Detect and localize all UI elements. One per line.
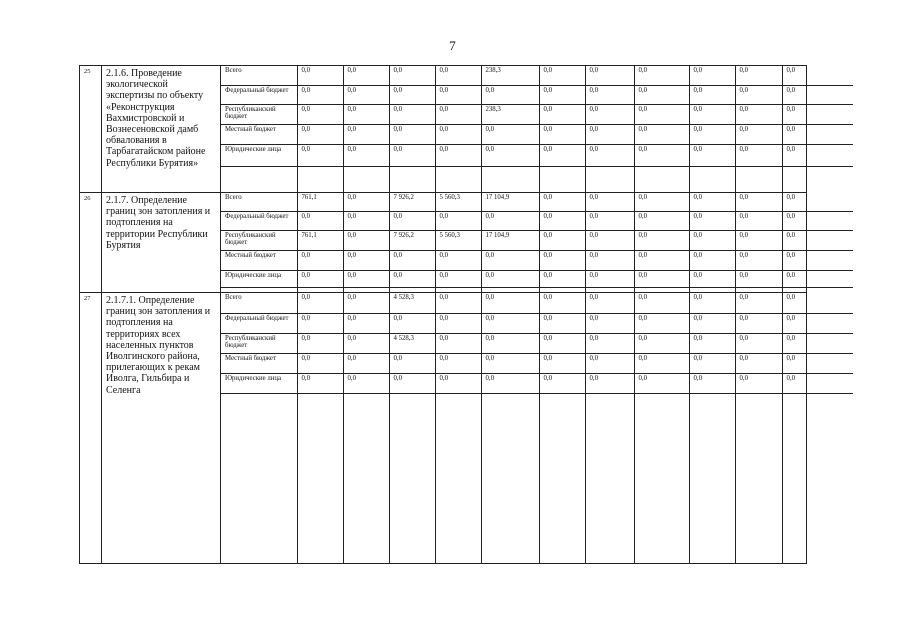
funding-cell — [221, 66, 807, 193]
measure-title: 2.1.6. Проведение экологической экспертизы по объекту «Реконструкция Вахмистровской и Вознесеновской дамб обвалования в Тарбагатайском районе Республики Бурятия» — [102, 66, 221, 193]
amount-cell: 0,0 — [735, 270, 782, 287]
amount-cell: 0,0 — [735, 66, 782, 85]
empty-cell — [389, 393, 435, 563]
amount-cell: 0,0 — [735, 124, 782, 144]
empty-cell — [297, 287, 343, 292]
empty-cell — [539, 166, 585, 192]
filler-row — [221, 393, 853, 563]
amount-cell: 0,0 — [389, 353, 435, 373]
row-number: 25 — [80, 66, 102, 193]
funding-source-label: Местный бюджет — [221, 124, 297, 144]
amount-cell: 0,0 — [782, 85, 853, 104]
amount-cell: 0,0 — [634, 333, 689, 353]
empty-cell — [297, 166, 343, 192]
funding-row — [221, 211, 853, 230]
amount-cell: 0,0 — [735, 313, 782, 333]
funding-row — [221, 124, 853, 144]
amount-cell: 0,0 — [539, 333, 585, 353]
amount-cell: 0,0 — [297, 211, 343, 230]
amount-cell: 0,0 — [297, 144, 343, 166]
amount-cell: 0,0 — [735, 193, 782, 211]
amount-cell: 0,0 — [481, 333, 539, 353]
amount-cell: 0,0 — [435, 270, 481, 287]
empty-cell — [343, 393, 389, 563]
empty-cell — [735, 393, 782, 563]
empty-cell — [297, 393, 343, 563]
empty-cell — [221, 166, 297, 192]
amount-cell: 0,0 — [343, 270, 389, 287]
amount-cell: 0,0 — [634, 66, 689, 85]
funding-row — [221, 66, 853, 85]
funding-row — [221, 85, 853, 104]
amount-cell: 0,0 — [689, 230, 735, 250]
amount-cell: 0,0 — [435, 373, 481, 393]
amount-cell: 0,0 — [735, 85, 782, 104]
amount-cell: 0,0 — [539, 144, 585, 166]
amount-cell: 0,0 — [389, 250, 435, 270]
funding-source-label: Всего — [221, 66, 297, 85]
amount-cell: 0,0 — [389, 104, 435, 124]
amount-cell: 0,0 — [585, 124, 634, 144]
measure-title: 2.1.7.1. Определение границ зон затопления и подтопления на территориях всех населенных пунктов Иволгинского района, прилегающих к рекам Иволга, Гильбира и Селенга — [102, 293, 221, 564]
empty-cell — [539, 287, 585, 292]
empty-cell — [585, 166, 634, 192]
empty-cell — [481, 393, 539, 563]
amount-cell: 0,0 — [735, 373, 782, 393]
funding-source-label: Республиканский бюджет — [221, 104, 297, 124]
amount-cell: 0,0 — [735, 144, 782, 166]
amount-cell: 0,0 — [297, 353, 343, 373]
empty-cell — [634, 287, 689, 292]
amount-cell: 0,0 — [585, 211, 634, 230]
amount-cell: 0,0 — [634, 250, 689, 270]
amount-cell: 0,0 — [389, 85, 435, 104]
amount-cell: 0,0 — [481, 211, 539, 230]
filler-row — [221, 166, 853, 192]
amount-cell: 0,0 — [435, 104, 481, 124]
funding-subtable — [221, 66, 853, 192]
funding-row — [221, 353, 853, 373]
table-row — [80, 293, 807, 564]
funding-row — [221, 193, 853, 211]
amount-cell: 0,0 — [297, 85, 343, 104]
amount-cell: 0,0 — [297, 250, 343, 270]
amount-cell: 0,0 — [585, 193, 634, 211]
page-number: 7 — [449, 38, 456, 53]
amount-cell: 0,0 — [782, 104, 853, 124]
amount-cell: 761,1 — [297, 230, 343, 250]
funding-source-label: Юридические лица — [221, 144, 297, 166]
amount-cell: 0,0 — [389, 66, 435, 85]
funding-row — [221, 270, 853, 287]
amount-cell: 0,0 — [689, 85, 735, 104]
amount-cell: 0,0 — [435, 85, 481, 104]
funding-source-label: Республиканский бюджет — [221, 230, 297, 250]
amount-cell: 0,0 — [389, 211, 435, 230]
amount-cell: 0,0 — [343, 124, 389, 144]
funding-source-label: Федеральный бюджет — [221, 313, 297, 333]
amount-cell: 4 528,3 — [389, 333, 435, 353]
amount-cell: 0,0 — [297, 313, 343, 333]
amount-cell: 0,0 — [539, 230, 585, 250]
empty-cell — [782, 166, 853, 192]
empty-cell — [689, 166, 735, 192]
amount-cell: 0,0 — [297, 293, 343, 313]
amount-cell: 0,0 — [782, 66, 853, 85]
empty-cell — [435, 287, 481, 292]
amount-cell: 0,0 — [689, 211, 735, 230]
funding-source-label: Федеральный бюджет — [221, 85, 297, 104]
amount-cell: 0,0 — [481, 85, 539, 104]
amount-cell: 0,0 — [539, 293, 585, 313]
empty-cell — [634, 166, 689, 192]
amount-cell: 0,0 — [435, 250, 481, 270]
empty-cell — [343, 166, 389, 192]
amount-cell: 0,0 — [539, 193, 585, 211]
amount-cell: 0,0 — [585, 333, 634, 353]
empty-cell — [689, 393, 735, 563]
amount-cell: 0,0 — [481, 124, 539, 144]
amount-cell: 0,0 — [343, 230, 389, 250]
amount-cell: 0,0 — [782, 333, 853, 353]
amount-cell: 0,0 — [634, 193, 689, 211]
amount-cell: 0,0 — [389, 270, 435, 287]
amount-cell: 0,0 — [297, 373, 343, 393]
empty-cell — [735, 287, 782, 292]
funding-source-label: Республиканский бюджет — [221, 333, 297, 353]
amount-cell: 0,0 — [634, 211, 689, 230]
amount-cell: 0,0 — [343, 104, 389, 124]
empty-cell — [634, 393, 689, 563]
amount-cell: 0,0 — [481, 270, 539, 287]
amount-cell: 0,0 — [539, 270, 585, 287]
empty-cell — [221, 393, 297, 563]
amount-cell: 17 104,9 — [481, 230, 539, 250]
empty-cell — [389, 166, 435, 192]
amount-cell: 0,0 — [782, 144, 853, 166]
funding-source-label: Местный бюджет — [221, 353, 297, 373]
amount-cell: 0,0 — [481, 353, 539, 373]
funding-subtable — [221, 193, 853, 292]
amount-cell: 0,0 — [585, 313, 634, 333]
amount-cell: 0,0 — [689, 250, 735, 270]
amount-cell: 0,0 — [435, 353, 481, 373]
amount-cell: 0,0 — [343, 144, 389, 166]
amount-cell: 0,0 — [782, 230, 853, 250]
amount-cell: 0,0 — [634, 313, 689, 333]
amount-cell: 0,0 — [634, 104, 689, 124]
empty-cell — [221, 287, 297, 292]
amount-cell: 0,0 — [343, 85, 389, 104]
amount-cell: 0,0 — [782, 373, 853, 393]
funding-row — [221, 250, 853, 270]
funding-source-label: Юридические лица — [221, 270, 297, 287]
amount-cell: 0,0 — [689, 124, 735, 144]
empty-cell — [481, 166, 539, 192]
amount-cell: 0,0 — [782, 124, 853, 144]
amount-cell: 0,0 — [585, 250, 634, 270]
amount-cell: 0,0 — [689, 333, 735, 353]
row-number: 26 — [80, 193, 102, 293]
funding-row — [221, 313, 853, 333]
amount-cell: 0,0 — [585, 270, 634, 287]
amount-cell: 0,0 — [539, 313, 585, 333]
empty-cell — [389, 287, 435, 292]
amount-cell: 7 926,2 — [389, 193, 435, 211]
amount-cell: 0,0 — [343, 373, 389, 393]
amount-cell: 0,0 — [481, 313, 539, 333]
amount-cell: 0,0 — [782, 293, 853, 313]
amount-cell: 0,0 — [539, 124, 585, 144]
empty-cell — [782, 393, 853, 563]
amount-cell: 0,0 — [539, 250, 585, 270]
amount-cell: 0,0 — [585, 373, 634, 393]
amount-cell: 0,0 — [343, 66, 389, 85]
empty-cell — [435, 393, 481, 563]
empty-cell — [735, 166, 782, 192]
filler-row — [221, 287, 853, 292]
amount-cell: 0,0 — [735, 211, 782, 230]
funding-subtable — [221, 293, 853, 563]
empty-cell — [585, 287, 634, 292]
amount-cell: 0,0 — [435, 333, 481, 353]
amount-cell: 0,0 — [634, 124, 689, 144]
amount-cell: 0,0 — [343, 293, 389, 313]
amount-cell: 0,0 — [585, 104, 634, 124]
empty-cell — [585, 393, 634, 563]
amount-cell: 0,0 — [389, 144, 435, 166]
funding-source-label: Федеральный бюджет — [221, 211, 297, 230]
amount-cell: 0,0 — [343, 250, 389, 270]
amount-cell: 0,0 — [343, 211, 389, 230]
amount-cell: 0,0 — [689, 104, 735, 124]
amount-cell: 0,0 — [481, 250, 539, 270]
amount-cell: 0,0 — [389, 313, 435, 333]
budget-table — [79, 65, 807, 564]
funding-cell — [221, 293, 807, 564]
amount-cell: 0,0 — [735, 250, 782, 270]
empty-cell — [481, 287, 539, 292]
amount-cell: 0,0 — [689, 313, 735, 333]
amount-cell: 0,0 — [389, 373, 435, 393]
amount-cell: 0,0 — [343, 313, 389, 333]
table-row — [80, 193, 807, 293]
empty-cell — [782, 287, 853, 292]
amount-cell: 0,0 — [689, 193, 735, 211]
amount-cell: 0,0 — [782, 353, 853, 373]
amount-cell: 0,0 — [585, 66, 634, 85]
amount-cell: 0,0 — [481, 373, 539, 393]
amount-cell: 0,0 — [585, 353, 634, 373]
amount-cell: 0,0 — [782, 313, 853, 333]
amount-cell: 0,0 — [481, 293, 539, 313]
budget-table-body — [80, 66, 807, 564]
amount-cell: 0,0 — [585, 85, 634, 104]
amount-cell: 0,0 — [634, 230, 689, 250]
amount-cell: 0,0 — [539, 85, 585, 104]
amount-cell: 0,0 — [343, 333, 389, 353]
amount-cell: 0,0 — [539, 66, 585, 85]
amount-cell: 0,0 — [689, 373, 735, 393]
amount-cell: 5 560,3 — [435, 193, 481, 211]
amount-cell: 0,0 — [782, 270, 853, 287]
amount-cell: 0,0 — [435, 293, 481, 313]
amount-cell: 0,0 — [539, 353, 585, 373]
amount-cell: 5 560,3 — [435, 230, 481, 250]
funding-row — [221, 230, 853, 250]
amount-cell: 4 528,3 — [389, 293, 435, 313]
table-row — [80, 66, 807, 193]
amount-cell: 0,0 — [634, 373, 689, 393]
amount-cell: 0,0 — [297, 333, 343, 353]
amount-cell: 0,0 — [343, 193, 389, 211]
amount-cell: 7 926,2 — [389, 230, 435, 250]
amount-cell: 0,0 — [689, 293, 735, 313]
measure-title: 2.1.7. Определение границ зон затопления и подтопления на территории Республики Бурятия — [102, 193, 221, 293]
amount-cell: 0,0 — [782, 193, 853, 211]
amount-cell: 0,0 — [435, 124, 481, 144]
amount-cell: 0,0 — [689, 353, 735, 373]
amount-cell: 0,0 — [539, 104, 585, 124]
amount-cell: 761,1 — [297, 193, 343, 211]
amount-cell: 0,0 — [735, 293, 782, 313]
amount-cell: 0,0 — [481, 144, 539, 166]
amount-cell: 0,0 — [689, 66, 735, 85]
amount-cell: 238,3 — [481, 104, 539, 124]
amount-cell: 0,0 — [634, 270, 689, 287]
funding-cell — [221, 193, 807, 293]
funding-source-label: Юридические лица — [221, 373, 297, 393]
amount-cell: 0,0 — [585, 230, 634, 250]
amount-cell: 0,0 — [782, 250, 853, 270]
amount-cell: 0,0 — [634, 353, 689, 373]
amount-cell: 0,0 — [389, 124, 435, 144]
amount-cell: 0,0 — [435, 313, 481, 333]
amount-cell: 0,0 — [585, 144, 634, 166]
funding-row — [221, 144, 853, 166]
empty-cell — [539, 393, 585, 563]
funding-row — [221, 104, 853, 124]
amount-cell: 0,0 — [634, 293, 689, 313]
funding-source-label: Всего — [221, 193, 297, 211]
funding-row — [221, 373, 853, 393]
amount-cell: 0,0 — [539, 211, 585, 230]
row-number: 27 — [80, 293, 102, 564]
amount-cell: 0,0 — [539, 373, 585, 393]
amount-cell: 0,0 — [735, 104, 782, 124]
amount-cell: 0,0 — [297, 270, 343, 287]
amount-cell: 0,0 — [735, 353, 782, 373]
funding-row — [221, 333, 853, 353]
amount-cell: 238,3 — [481, 66, 539, 85]
amount-cell: 0,0 — [634, 85, 689, 104]
amount-cell: 0,0 — [297, 104, 343, 124]
funding-source-label: Местный бюджет — [221, 250, 297, 270]
amount-cell: 17 104,9 — [481, 193, 539, 211]
amount-cell: 0,0 — [585, 293, 634, 313]
empty-cell — [689, 287, 735, 292]
amount-cell: 0,0 — [343, 353, 389, 373]
amount-cell: 0,0 — [689, 270, 735, 287]
amount-cell: 0,0 — [297, 124, 343, 144]
amount-cell: 0,0 — [297, 66, 343, 85]
amount-cell: 0,0 — [689, 144, 735, 166]
empty-cell — [343, 287, 389, 292]
amount-cell: 0,0 — [435, 211, 481, 230]
amount-cell: 0,0 — [735, 333, 782, 353]
empty-cell — [435, 166, 481, 192]
amount-cell: 0,0 — [782, 211, 853, 230]
amount-cell: 0,0 — [435, 66, 481, 85]
amount-cell: 0,0 — [634, 144, 689, 166]
amount-cell: 0,0 — [735, 230, 782, 250]
funding-source-label: Всего — [221, 293, 297, 313]
amount-cell: 0,0 — [435, 144, 481, 166]
funding-row — [221, 293, 853, 313]
